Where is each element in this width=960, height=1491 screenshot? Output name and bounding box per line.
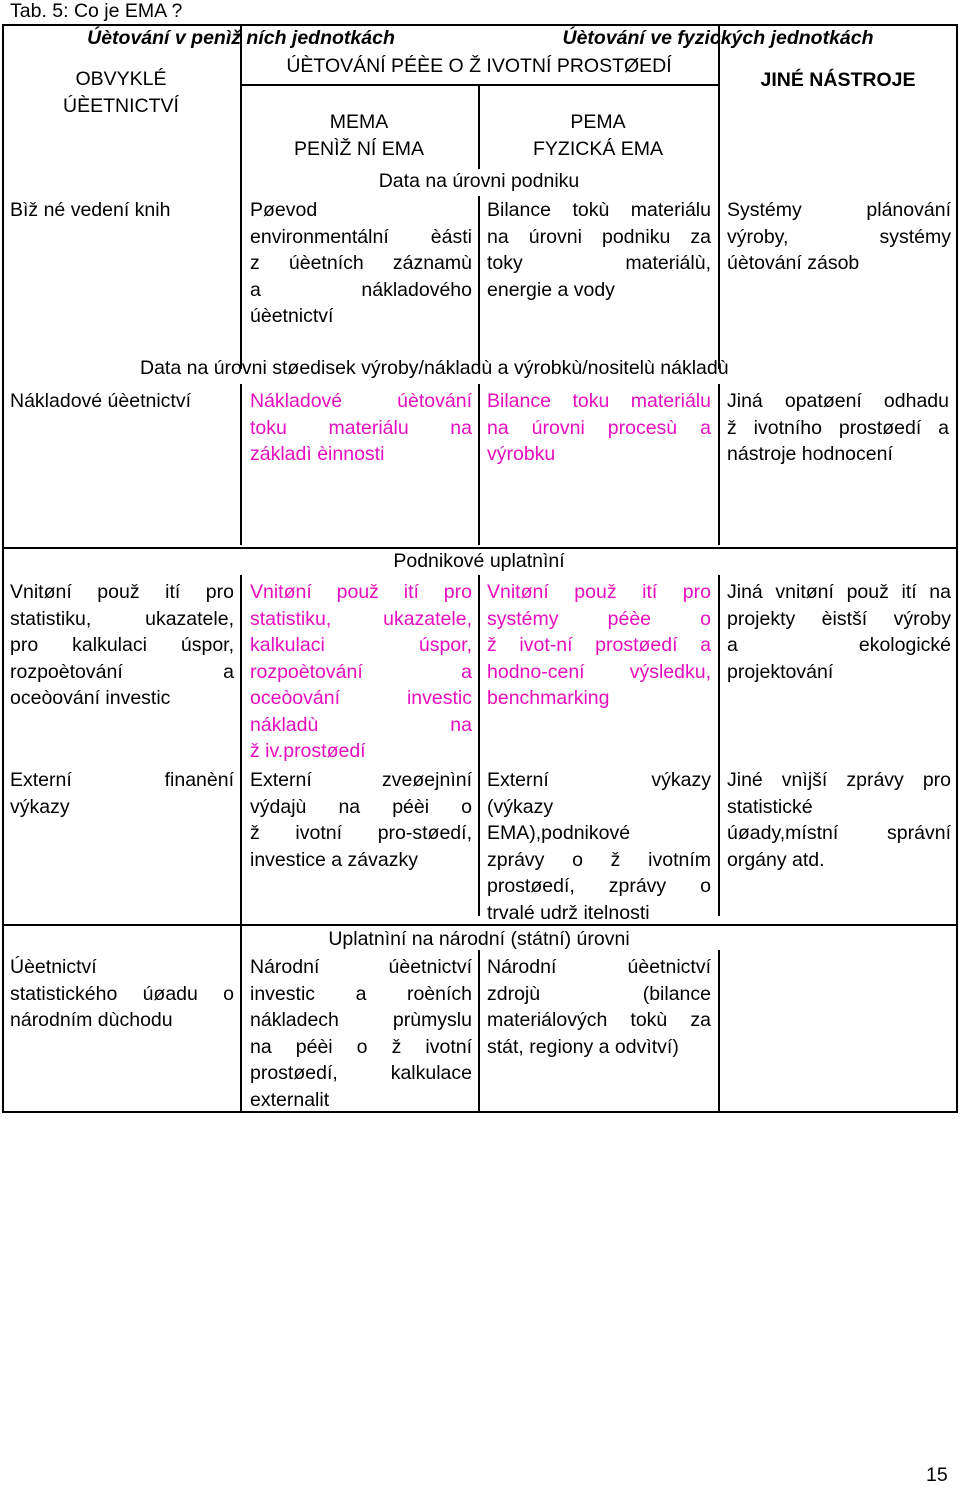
table-caption: Tab. 5: Co je EMA ? bbox=[10, 0, 183, 22]
row-cost-accounting-pema: Bilance toku materiálu na úrovni procesù a výrobku bbox=[487, 390, 711, 465]
rule-col2c bbox=[478, 384, 480, 545]
row-external-reports-label: Externí finanèní výkazy bbox=[10, 769, 234, 818]
rule-under-ema bbox=[241, 84, 719, 86]
page-number: 15 bbox=[926, 1464, 948, 1486]
row-bookkeeping-label: Bìž né vedení knih bbox=[10, 199, 171, 221]
header-physical-units: Úètování ve fyzických jednotkách bbox=[562, 27, 874, 49]
rule-col2d bbox=[478, 575, 480, 916]
header-mema: MEMA PENÌŽ NÍ EMA bbox=[293, 111, 425, 160]
row-national-mema: Národní úèetnictví investic a roèních nákladech prùmyslu na péèi o ž ivotní prostøedí, kalkulace externalit bbox=[250, 956, 472, 1111]
rule-left bbox=[2, 24, 4, 1113]
row-external-reports-other: Jiné vnìjší zprávy pro statistické úøady,místní správní orgány atd. bbox=[727, 769, 951, 871]
rule-bottom bbox=[2, 1111, 958, 1113]
row-internal-use-pema: Vnitøní použ ití pro systémy péèe o ž ivot-ní prostøedí a hodno-cení výsledku, benchmarking bbox=[487, 581, 711, 709]
row-external-reports-pema: Externí výkazy (výkazy EMA),podnikové zprávy o ž ivotním prostøedí, zprávy o trvalé udrž itelnosti bbox=[487, 769, 711, 924]
row-external-reports-mema: Externí zveøejnìní výdajù na péèi o ž ivotní pro-støedí, investice a závazky bbox=[250, 769, 472, 871]
section-company-application: Podnikové uplatnìní bbox=[393, 550, 565, 572]
rule-col3d bbox=[718, 950, 720, 1113]
header-conventional-accounting: OBVYKLÉ ÚÈETNICTVÍ bbox=[63, 68, 179, 117]
row-bookkeeping-mema: Pøevod environmentální èásti z úèetních záznamù a nákladového úèetnictví bbox=[250, 199, 472, 327]
rule-col1c bbox=[240, 575, 242, 1113]
rule-col1b bbox=[240, 384, 242, 545]
header-ema: ÚÈTOVÁNÍ PÉÈE O Ž IVOTNÍ PROSTØEDÍ bbox=[286, 55, 672, 77]
header-monetary-units: Úètování v penìž ních jednotkách bbox=[87, 27, 395, 49]
rule-col3b bbox=[718, 384, 720, 545]
row-internal-use-other: Jiná vnitøní použ ití na projekty èistší výroby a ekologické projektování bbox=[727, 581, 951, 683]
row-internal-use-mema: Vnitøní použ ití pro statistiku, ukazatele, kalkulaci úspor, rozpoètování a oceòování investic nákladù na ž iv.prostøedí bbox=[250, 581, 472, 762]
row-cost-accounting-mema: Nákladové úètování toku materiálu na základì èinnosti bbox=[250, 390, 472, 465]
row-bookkeeping-pema: Bilance tokù materiálu na úrovni podniku za toky materiálù, energie a vody bbox=[487, 199, 711, 301]
row-national-label: Úèetnictví statistického úøadu o národním dùchodu bbox=[10, 956, 234, 1031]
row-cost-accounting-label: Nákladové úèetnictví bbox=[10, 390, 192, 412]
section-national-level: Uplatnìní na národní (státní) úrovni bbox=[328, 928, 630, 950]
header-other-tools: JINÉ NÁSTROJE bbox=[760, 69, 916, 91]
row-bookkeeping-other: Systémy plánování výroby, systémy úètování zásob bbox=[727, 199, 951, 274]
row-internal-use-label: Vnitøní použ ití pro statistiku, ukazatele, pro kalkulaci úspor, rozpoètování a oceòování investic bbox=[10, 581, 234, 709]
rule-col3c bbox=[718, 575, 720, 916]
rule-col2b bbox=[478, 196, 480, 369]
row-national-pema: Národní úèetnictví zdrojù (bilance materiálových tokù za stát, regiony a odvìtví) bbox=[487, 956, 711, 1058]
row-cost-accounting-other: Jiná opatøení odhadu ž ivotního prostøedí a nástroje hodnocení bbox=[727, 390, 949, 465]
rule-col2e bbox=[478, 950, 480, 1113]
section-cost-center-level: Data na úrovni støedisek výroby/nákladù a výrobkù/nositelù nákladù bbox=[140, 357, 729, 379]
rule-right bbox=[956, 24, 958, 1113]
section-company-level: Data na úrovni podniku bbox=[378, 170, 580, 192]
header-pema: PEMA FYZICKÁ EMA bbox=[532, 111, 664, 160]
